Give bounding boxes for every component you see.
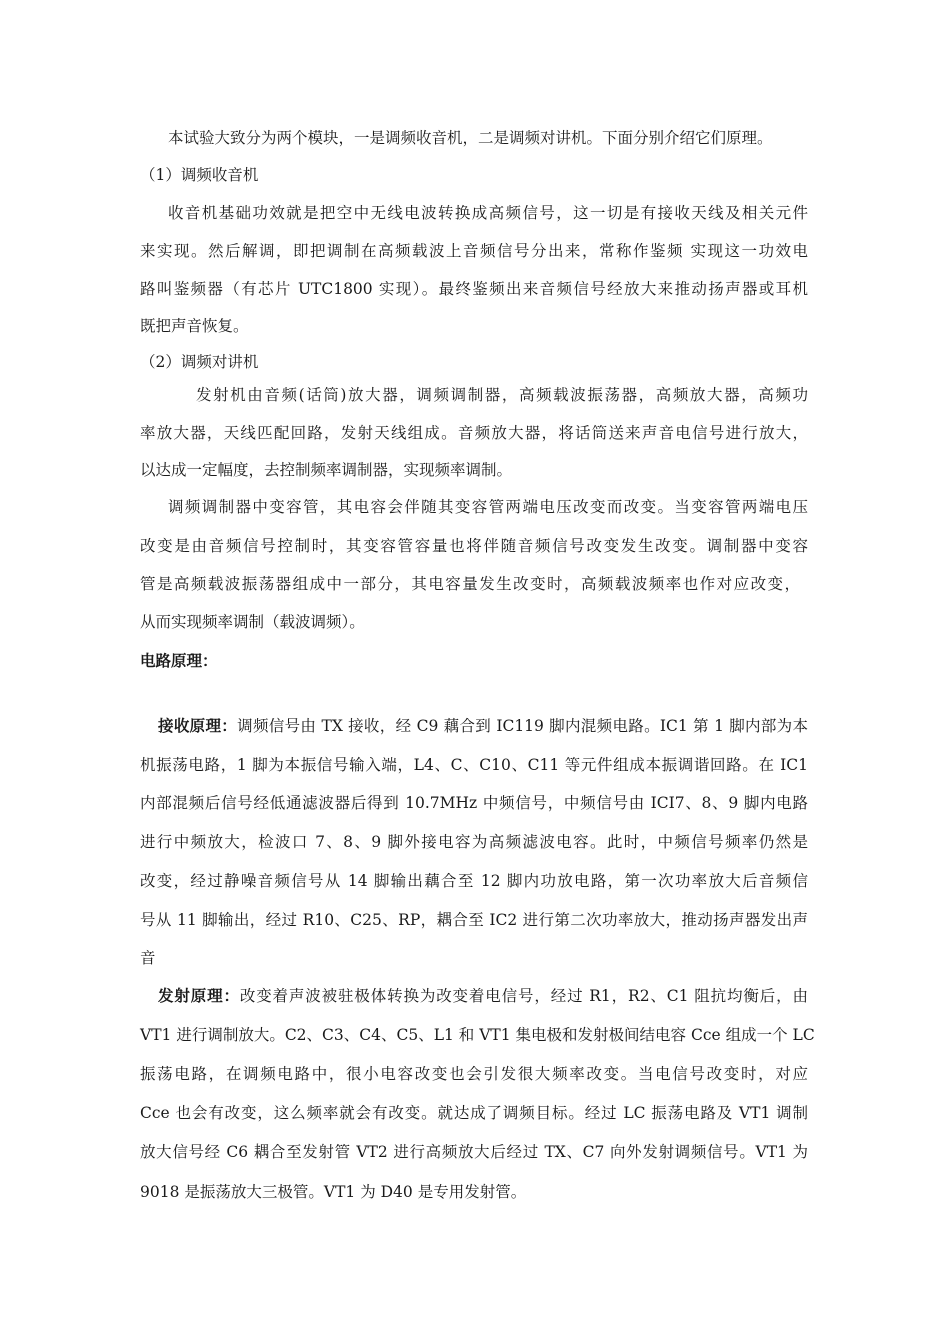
section-heading-fm-walkie-talkie: （2）调频对讲机 [140,353,259,371]
paragraph-line: 调频调制器中变容管，其电容会伴随其变容管两端电压改变而改变。当变容管两端电压 [168,498,808,516]
paragraph-line: 从而实现频率调制（载波调频）。 [140,613,365,631]
transmit-principle-first-line [158,986,808,1006]
paragraph-line: 9018 是振荡放大三极管。VT1 为 D40 是专用发射管。 [140,1183,527,1201]
paragraph-line: 内部混频后信号经低通滤波器后得到 10.7MHz 中频信号，中频信号由 ICI7、8、9 脚内电路 [140,794,808,812]
paragraph-line: 既把声音恢复。 [140,317,249,335]
paragraph-line: 改变，经过静噪音频信号从 14 脚输出藕合至 12 脚内功放电路，第一次功率放大后音频信 [140,872,808,890]
receive-principle-label: 接收原理： [158,717,238,735]
paragraph-line: 管是高频载波振荡器组成中一部分，其电容量发生改变时，高频载波频率也作对应改变， [140,575,800,593]
transmit-principle-label: 发射原理： [158,987,240,1005]
paragraph-line: 发射机由音频(话筒)放大器，调频调制器，高频载波振荡器，高频放大器，高频功 [196,386,808,404]
paragraph-line: Cce 也会有改变，这么频率就会有改变。就达成了调频目标。经过 LC 振荡电路及 VT1 调制 [140,1104,808,1122]
paragraph-line: 来实现。然后解调，即把调制在高频载波上音频信号分出来，常称作鉴频 实现这一功效电 [140,242,808,260]
paragraph-line: 振荡电路，在调频电路中，很小电容改变也会引发很大频率改变。当电信号改变时，对应 [140,1065,808,1083]
paragraph-line: 机振荡电路，1 脚为本振信号输入端，L4、C、C10、C11 等元件组成本振调谐回路。在 IC1 [140,756,808,774]
paragraph-line: 收音机基础功效就是把空中无线电波转换成高频信号，这一切是有接收天线及相关元件 [168,204,808,222]
paragraph-line: 音 [140,949,156,967]
paragraph-line: 放大信号经 C6 耦合至发射管 VT2 进行高频放大后经过 TX、C7 向外发射调频信号。VT1 为 [140,1143,808,1161]
paragraph-line: 进行中频放大，检波口 7、8、9 脚外接电容为高频滤波电容。此时，中频信号频率仍然是 [140,833,808,851]
receive-principle-text: 调频信号由 TX 接收，经 C9 藕合到 IC119 脚内混频电路。IC1 第 1 脚内部为本 [237,717,808,735]
section-heading-fm-radio: （1）调频收音机 [140,166,259,184]
paragraph-line: VT1 进行调制放大。C2、C3、C4、C5、L1 和 VT1 集电极和发射极间结电容 Cce 组成一个 LC [140,1026,815,1044]
paragraph-line: 改变是由音频信号控制时，其变容管容量也将伴随音频信号改变发生改变。调制器中变容 [140,537,808,555]
transmit-principle-text: 改变着声波被驻极体转换为改变着电信号，经过 R1，R2、C1 阻抗均衡后，由 [239,987,808,1005]
paragraph-line: 以达成一定幅度，去控制频率调制器，实现频率调制。 [140,461,513,479]
paragraph-line: 路叫鉴频器（有芯片 UTC1800 实现）。最终鉴频出来音频信号经放大来推动扬声器或耳机 [140,280,808,298]
intro-line: 本试验大致分为两个模块，一是调频收音机，二是调频对讲机。下面分别介绍它们原理。 [168,129,773,147]
paragraph-line: 率放大器，天线匹配回路，发射天线组成。音频放大器，将话筒送来声音电信号进行放大， [140,424,808,442]
paragraph-line: 号从 11 脚输出，经过 R10、C25、RP，耦合至 IC2 进行第二次功率放大，推动扬声器发出声 [140,911,808,929]
circuit-principle-heading: 电路原理： [140,652,218,670]
receive-principle-first-line [158,716,808,736]
